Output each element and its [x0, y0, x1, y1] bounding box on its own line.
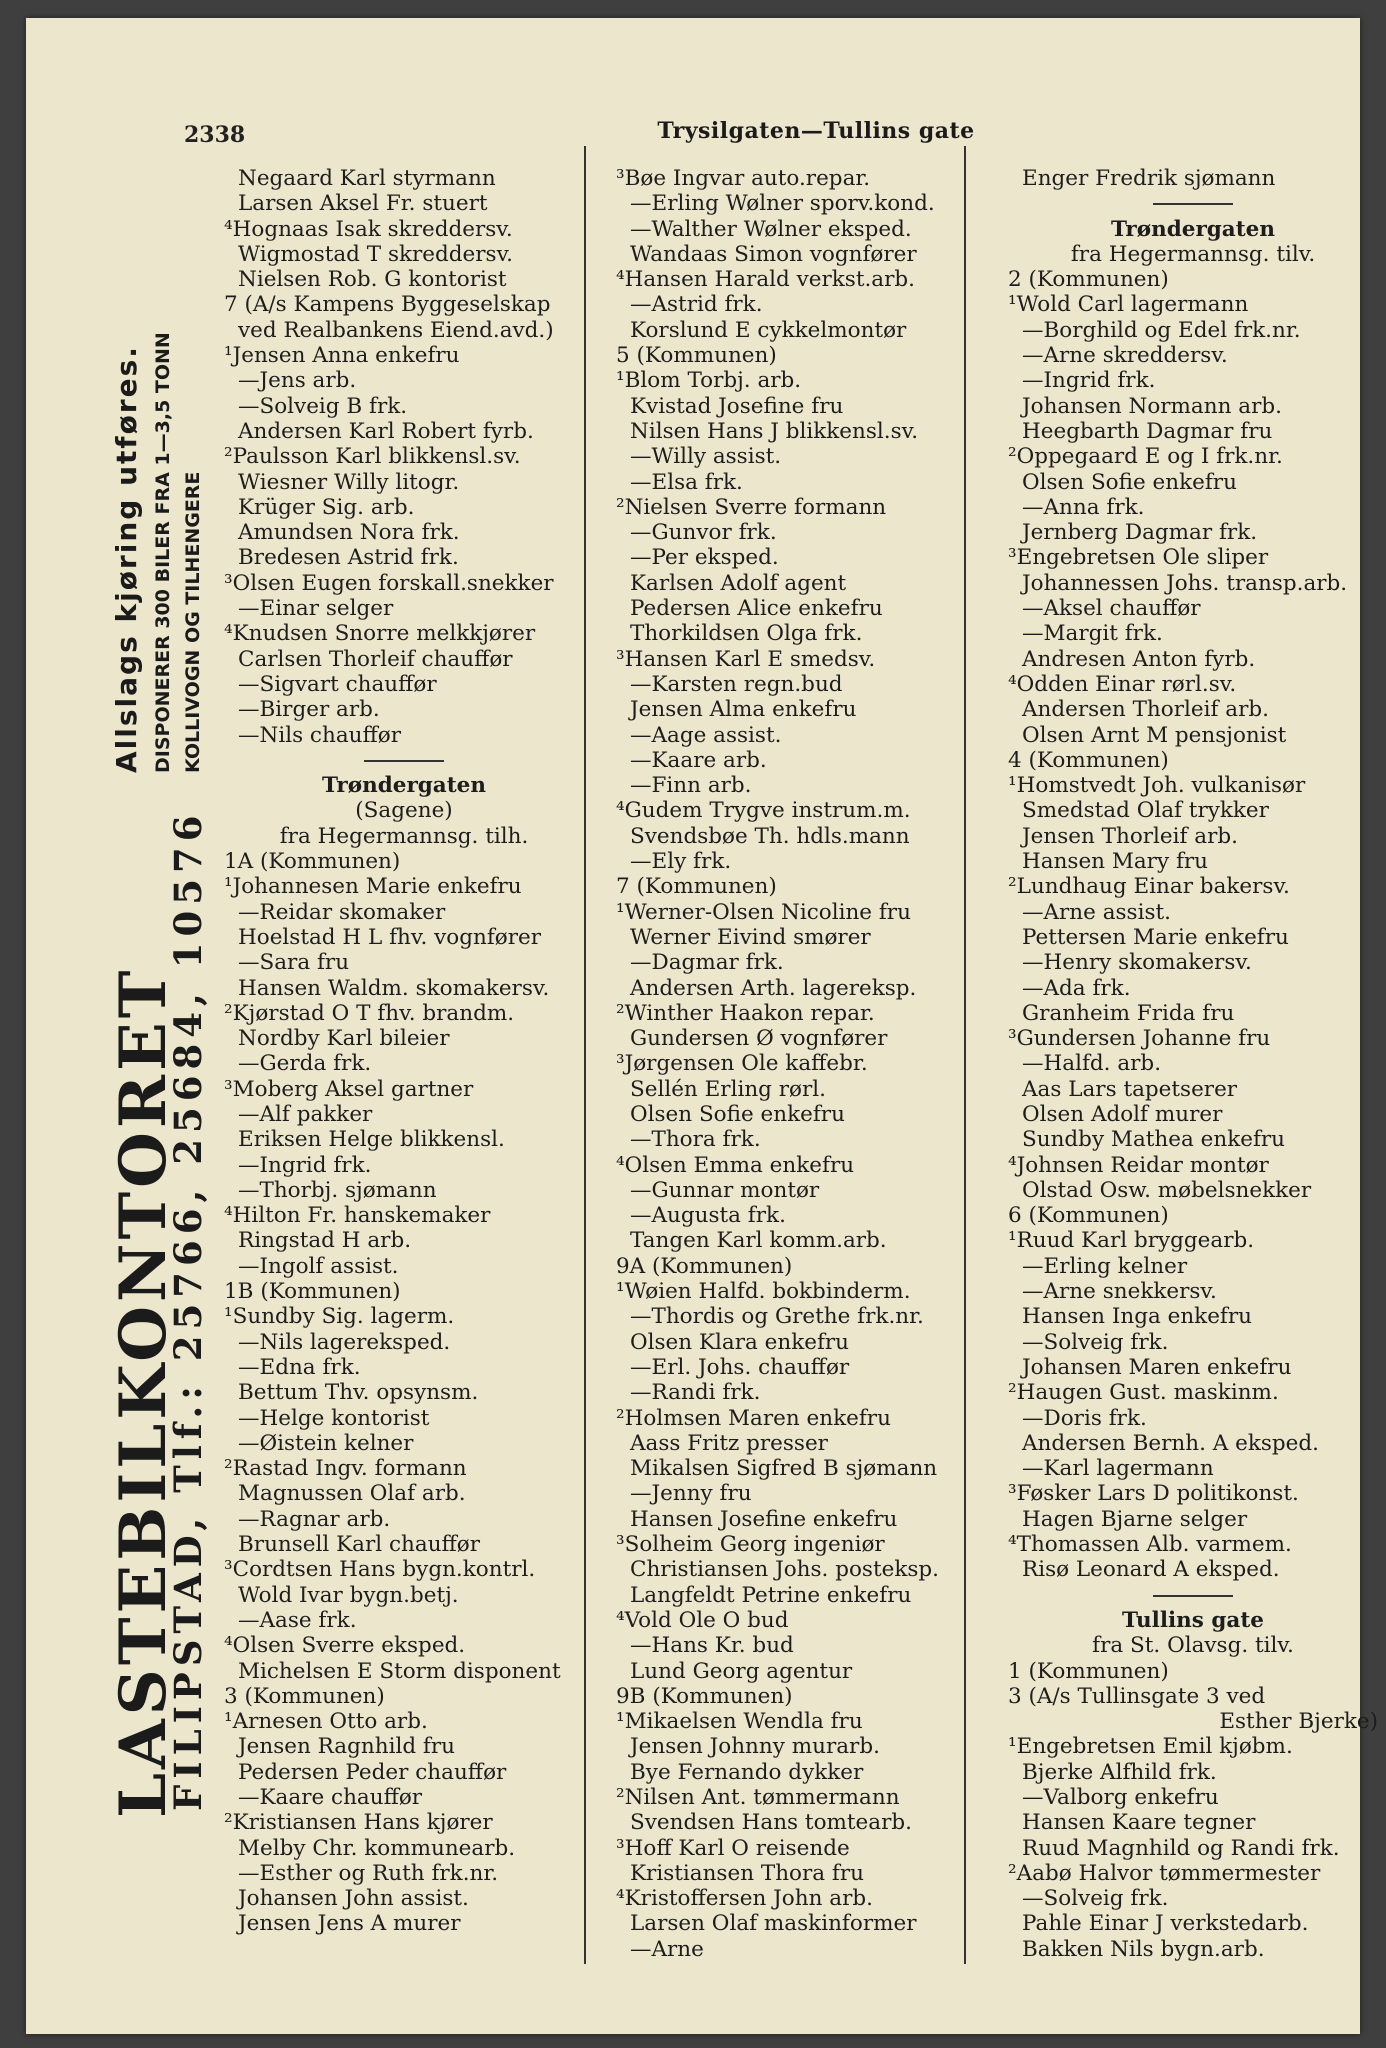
directory-entry: Hansen Inga enkefru	[1022, 1304, 1253, 1330]
directory-entry: —Solveig B frk.	[238, 393, 408, 419]
directory-entry: Pedersen Peder chauffør	[238, 1759, 507, 1785]
directory-entry: ¹Jensen Anna enkefru	[224, 343, 460, 369]
directory-entry: —Willy assist.	[630, 444, 782, 470]
directory-entry: Andersen Bernh. A eksped.	[1022, 1430, 1319, 1456]
running-head: Trysilgaten—Tullins gate	[657, 118, 975, 144]
directory-entry: Hoelstad H L fhv. vognfører	[238, 924, 542, 950]
directory-entry: Svendsen Hans tomtearb.	[630, 1810, 912, 1836]
directory-entry: ²Rastad Ingv. formann	[224, 1456, 467, 1482]
directory-entry: Sundby Mathea enkefru	[1022, 1127, 1286, 1153]
advertisement-strip	[106, 273, 216, 1823]
directory-entry: Amundsen Nora frk.	[238, 520, 460, 546]
directory-entry: —Ragnar arb.	[238, 1506, 391, 1532]
directory-entry: Nielsen Rob. G kontorist	[238, 267, 507, 293]
directory-entry: —Arne assist.	[1022, 899, 1171, 925]
directory-entry: ⁴Gudem Trygve instrum.m.	[616, 798, 911, 824]
directory-entry: —Erl. Johs. chauffør	[630, 1354, 850, 1380]
directory-entry: Kristiansen Thora fru	[630, 1860, 865, 1886]
directory-entry: ⁴Odden Einar rørl.sv.	[1008, 671, 1237, 697]
directory-column-2	[616, 166, 976, 1962]
directory-entry: ³Engebretsen Ole sliper	[1008, 545, 1269, 571]
directory-entry: —Aage assist.	[630, 722, 782, 748]
directory-entry: Bettum Thv. opsynsm.	[238, 1380, 479, 1406]
directory-entry: Lund Georg agentur	[630, 1658, 853, 1684]
directory-entry: —Arne snekkersv.	[1022, 1279, 1217, 1305]
directory-entry: Granheim Frida fru	[1022, 1000, 1235, 1026]
directory-column-1	[224, 166, 584, 1937]
directory-entry: Werner Eivind smører	[630, 924, 871, 950]
directory-entry: Hansen Mary fru	[1022, 849, 1209, 875]
directory-entry: —Esther og Ruth frk.nr.	[238, 1860, 499, 1886]
directory-entry: ¹Werner-Olsen Nicoline fru	[616, 899, 911, 925]
directory-entry: Mikalsen Sigfred B sjømann	[630, 1456, 938, 1482]
directory-entry: Gundersen Ø vognfører	[630, 1026, 888, 1052]
directory-entry: Aas Lars tapetserer	[1022, 1076, 1238, 1102]
directory-entry: Krüger Sig. arb.	[238, 494, 415, 520]
directory-entry: 3 (Kommunen)	[224, 1683, 385, 1709]
directory-entry: —Jenny fru	[630, 1481, 752, 1507]
ad-company-name: LASTEBILKONTORET	[106, 966, 181, 1818]
directory-entry: Wiesner Willy litogr.	[238, 469, 460, 495]
directory-entry: ¹Sundby Sig. lagerm.	[224, 1304, 455, 1330]
directory-entry: —Gunnar montør	[630, 1177, 820, 1203]
directory-entry: Svendsbøe Th. hdls.mann	[630, 823, 910, 849]
directory-entry: Hansen Waldm. skomakersv.	[238, 975, 550, 1001]
directory-entry: —Arne	[630, 1936, 704, 1962]
directory-entry: Olsen Sofie enkefru	[1022, 469, 1237, 495]
directory-entry: Pettersen Marie enkefru	[1022, 924, 1289, 950]
directory-entry: Tangen Karl komm.arb.	[630, 1228, 887, 1254]
directory-entry: —Alf pakker	[238, 1101, 373, 1127]
directory-entry: —Arne skreddersv.	[1022, 343, 1228, 369]
directory-entry: ²Winther Haakon repar.	[616, 1000, 875, 1026]
directory-entry: —Margit frk.	[1022, 621, 1163, 647]
directory-entry: Bye Fernando dykker	[630, 1759, 864, 1785]
directory-entry: ²Kjørstad O T fhv. brandm.	[224, 1000, 515, 1026]
directory-entry: Olsen Sofie enkefru	[630, 1101, 845, 1127]
directory-entry: Langfeldt Petrine enkefru	[630, 1582, 912, 1608]
directory-entry: ³Hoff Karl O reisende	[616, 1835, 850, 1861]
directory-entry: —Thora frk.	[630, 1127, 761, 1153]
directory-entry: Hansen Josefine enkefru	[630, 1506, 898, 1532]
directory-entry: Kvistad Josefine fru	[630, 393, 844, 419]
directory-entry: Johannessen Johs. transp.arb.	[1022, 570, 1348, 596]
directory-entry: ³Bøe Ingvar auto.repar.	[616, 166, 871, 191]
directory-entry: Bakken Nils bygn.arb.	[1022, 1936, 1265, 1962]
directory-entry: ¹Blom Torbj. arb.	[616, 368, 802, 394]
directory-entry: ²Holmsen Maren enkefru	[616, 1405, 891, 1431]
directory-entry: —Astrid frk.	[630, 292, 763, 318]
directory-entry: ²Oppegaard E og I frk.nr.	[1008, 444, 1283, 470]
directory-entry: —Kaare chauffør	[238, 1785, 423, 1810]
directory-entry: ³Føsker Lars D politikonst.	[1008, 1481, 1299, 1507]
directory-entry: Ruud Magnhild og Randi frk.	[1022, 1835, 1340, 1861]
directory-entry: ⁴Olsen Sverre eksped.	[224, 1633, 466, 1659]
directory-entry: Aass Fritz presser	[630, 1430, 828, 1456]
directory-entry: ¹Ruud Karl bryggearb.	[1008, 1228, 1255, 1254]
directory-entry: Jensen Jens A murer	[238, 1911, 461, 1937]
directory-entry: —Reidar skomaker	[238, 899, 446, 925]
directory-entry: ¹Engebretsen Emil kjøbm.	[1008, 1734, 1293, 1760]
directory-entry: —Nils lagereksped.	[238, 1329, 451, 1355]
street-heading: Tullins gate	[1122, 1607, 1264, 1633]
directory-entry: Jensen Thorleif arb.	[1022, 823, 1238, 849]
ad-line-1: DISPONERER 300 BILER FRA 1—3,5 TONN	[152, 332, 174, 773]
directory-entry: Johansen Normann arb.	[1022, 393, 1282, 419]
directory-entry: —Thorbj. sjømann	[238, 1177, 437, 1203]
directory-entry: ⁴Olsen Emma enkefru	[616, 1152, 855, 1178]
directory-entry: —Henry skomakersv.	[1022, 950, 1252, 976]
directory-entry: ⁴Knudsen Snorre melkkjører	[224, 621, 536, 647]
directory-entry: Esther Bjerke)	[1219, 1709, 1378, 1735]
directory-entry: Andersen Thorleif arb.	[1022, 697, 1269, 723]
directory-entry: Nordby Karl bileier	[238, 1026, 450, 1052]
directory-entry: —Thordis og Grethe frk.nr.	[630, 1304, 924, 1330]
directory-entry: —Jens arb.	[238, 368, 357, 394]
directory-entry: —Dagmar frk.	[630, 950, 784, 976]
page-number: 2338	[184, 122, 246, 148]
directory-entry: Risø Leonard A eksped.	[1022, 1557, 1280, 1583]
directory-entry: Nilsen Hans J blikkensl.sv.	[630, 418, 919, 444]
directory-entry: —Erling Wølner sporv.kond.	[630, 191, 935, 217]
directory-entry: Christiansen Johs. posteksp.	[630, 1557, 939, 1583]
directory-entry: Wandaas Simon vognfører	[630, 241, 917, 267]
directory-entry: —Ada frk.	[1022, 975, 1131, 1001]
directory-entry: ⁴Hansen Harald verkst.arb.	[616, 267, 915, 293]
directory-entry: ²Paulsson Karl blikkensl.sv.	[224, 444, 521, 470]
directory-entry: —Anna frk.	[1022, 494, 1145, 520]
directory-entry: ³Olsen Eugen forskall.snekker	[224, 570, 554, 596]
directory-entry: 7 (A/s Kampens Byggeselskap	[224, 292, 551, 318]
directory-entry: Jernberg Dagmar frk.	[1022, 520, 1258, 546]
directory-entry: ³Cordtsen Hans bygn.kontrl.	[224, 1557, 536, 1583]
street-subheading: fra Hegermannsg. tilh.	[279, 823, 529, 849]
directory-entry: —Per eksped.	[630, 545, 779, 571]
directory-entry: Thorkildsen Olga frk.	[630, 621, 863, 647]
directory-entry: Melby Chr. kommunearb.	[238, 1835, 516, 1861]
directory-entry: Olsen Klara enkefru	[630, 1329, 850, 1355]
directory-entry: ¹Homstvedt Joh. vulkanisør	[1008, 773, 1306, 799]
directory-entry: Smedstad Olaf trykker	[1022, 798, 1269, 824]
directory-entry: 4 (Kommunen)	[1008, 747, 1169, 773]
directory-entry: Pedersen Alice enkefru	[630, 596, 883, 622]
directory-entry: Sellén Erling rørl.	[630, 1076, 826, 1102]
directory-entry: —Ingolf assist.	[238, 1253, 399, 1279]
street-subheading: fra Hegermannsg. tilv.	[1070, 241, 1316, 267]
directory-entry: Johansen Maren enkefru	[1022, 1354, 1292, 1380]
directory-entry: ³Jørgensen Ole kaffebr.	[616, 1051, 868, 1077]
directory-entry: Ringstad H arb.	[238, 1228, 412, 1254]
directory-entry: Olstad Osw. møbelsnekker	[1022, 1177, 1312, 1203]
directory-entry: ³Gundersen Johanne fru	[1008, 1026, 1271, 1052]
directory-entry: ²Nielsen Sverre formann	[616, 494, 887, 520]
street-subheading: fra St. Olavsg. tilv.	[1092, 1633, 1294, 1659]
directory-entry: Johansen John assist.	[238, 1886, 469, 1912]
directory-entry: 1B (Kommunen)	[224, 1279, 401, 1305]
directory-entry: Michelsen E Storm disponent	[238, 1658, 561, 1684]
directory-entry: —Solveig frk.	[1022, 1886, 1169, 1912]
directory-entry: Korslund E cykkelmontør	[630, 317, 907, 343]
directory-entry: ¹Mikaelsen Wendla fru	[616, 1709, 863, 1735]
ad-line-2: KOLLIVOGN OG TILHENGERE	[182, 471, 204, 773]
directory-entry: Andersen Arth. lagereksp.	[630, 975, 917, 1001]
directory-entry: —Randi frk.	[630, 1380, 761, 1406]
ad-slogan: Allslags kjøring utføres.	[110, 345, 143, 773]
directory-entry: 7 (Kommunen)	[616, 874, 777, 900]
directory-entry: Brunsell Karl chauffør	[238, 1532, 481, 1558]
directory-entry: —Erling kelner	[1022, 1253, 1188, 1279]
directory-entry: —Øistein kelner	[238, 1430, 414, 1456]
directory-entry: ¹Wøien Halfd. bokbinderm.	[616, 1279, 911, 1305]
directory-entry: —Ely frk.	[630, 849, 732, 875]
section-divider	[224, 748, 584, 773]
directory-entry: —Aase frk.	[238, 1607, 357, 1633]
directory-entry: Wigmostad T skreddersv.	[238, 241, 514, 267]
directory-entry: —Birger arb.	[238, 697, 380, 723]
directory-entry: —Solveig frk.	[1022, 1329, 1169, 1355]
directory-entry: Eriksen Helge blikkensl.	[238, 1127, 505, 1153]
directory-entry: Jensen Johnny murarb.	[630, 1734, 880, 1760]
directory-entry: ²Haugen Gust. maskinm.	[1008, 1380, 1279, 1406]
directory-entry: ³Moberg Aksel gartner	[224, 1076, 474, 1102]
directory-entry: —Nils chauffør	[238, 722, 401, 748]
directory-entry: —Gunvor frk.	[630, 520, 777, 546]
directory-entry: ²Nilsen Ant. tømmermann	[616, 1785, 900, 1810]
directory-entry: 1A (Kommunen)	[224, 849, 401, 875]
directory-entry: ⁴Vold Ole O bud	[616, 1607, 789, 1633]
street-heading: Trøndergaten	[1111, 216, 1275, 242]
directory-entry: —Karsten regn.bud	[630, 671, 843, 697]
directory-entry: Olsen Adolf murer	[1022, 1101, 1223, 1127]
directory-entry: —Finn arb.	[630, 773, 752, 799]
directory-entry: Bjerke Alfhild frk.	[1022, 1759, 1217, 1785]
directory-entry: ⁴Thomassen Alb. varmem.	[1008, 1532, 1292, 1558]
directory-entry: Jensen Alma enkefru	[630, 697, 857, 723]
section-divider	[1008, 1583, 1378, 1608]
directory-entry: 2 (Kommunen)	[1008, 267, 1169, 293]
directory-column-3	[1008, 166, 1378, 1962]
section-divider	[1008, 191, 1378, 216]
directory-entry: —Sara fru	[238, 950, 350, 976]
directory-entry: 9A (Kommunen)	[616, 1253, 793, 1279]
directory-entry: ved Realbankens Eiend.avd.)	[238, 317, 554, 343]
directory-entry: —Ingrid frk.	[238, 1152, 372, 1178]
directory-entry: —Aksel chauffør	[1022, 596, 1201, 622]
directory-entry: Larsen Aksel Fr. stuert	[238, 191, 488, 217]
directory-entry: Olsen Arnt M pensjonist	[1022, 722, 1287, 748]
directory-entry: —Borghild og Edel frk.nr.	[1022, 317, 1301, 343]
directory-entry: Hagen Bjarne selger	[1022, 1506, 1248, 1532]
directory-entry: Jensen Ragnhild fru	[238, 1734, 456, 1760]
directory-entry: ¹Wold Carl lagermann	[1008, 292, 1249, 318]
directory-entry: Negaard Karl styrmann	[238, 166, 496, 191]
directory-entry: ²Kristiansen Hans kjører	[224, 1810, 493, 1836]
directory-entry: ³Solheim Georg ingeniør	[616, 1532, 885, 1558]
directory-entry: —Hans Kr. bud	[630, 1633, 794, 1659]
directory-entry: Bredesen Astrid frk.	[238, 545, 459, 571]
directory-entry: Pahle Einar J verkstedarb.	[1022, 1911, 1309, 1937]
directory-entry: ¹Arnesen Otto arb.	[224, 1709, 428, 1735]
directory-entry: —Ingrid frk.	[1022, 368, 1156, 394]
directory-entry: Larsen Olaf maskinformer	[630, 1911, 917, 1937]
directory-entry: 3 (A/s Tullinsgate 3 ved	[1008, 1683, 1266, 1709]
directory-entry: Karlsen Adolf agent	[630, 570, 847, 596]
directory-entry: —Edna frk.	[238, 1354, 361, 1380]
directory-entry: —Walther Wølner eksped.	[630, 216, 912, 242]
directory-entry: Wold Ivar bygn.betj.	[238, 1582, 459, 1608]
directory-entry: 9B (Kommunen)	[616, 1683, 793, 1709]
directory-entry: ³Hansen Karl E smedsv.	[616, 646, 876, 672]
directory-entry: ⁴Hognaas Isak skreddersv.	[224, 216, 513, 242]
directory-entry: —Valborg enkefru	[1022, 1785, 1219, 1810]
ad-address-phone: FILIPSTAD, Tlf.: 25766, 25684, 10576	[166, 809, 210, 1811]
directory-entry: Andersen Karl Robert fyrb.	[238, 418, 534, 444]
directory-entry: ²Lundhaug Einar bakersv.	[1008, 874, 1290, 900]
directory-entry: 6 (Kommunen)	[1008, 1203, 1169, 1229]
directory-entry: ⁴Johnsen Reidar montør	[1008, 1152, 1269, 1178]
directory-entry: —Halfd. arb.	[1022, 1051, 1162, 1077]
directory-entry: —Einar selger	[238, 596, 394, 622]
directory-entry: —Karl lagermann	[1022, 1456, 1214, 1482]
directory-entry: Carlsen Thorleif chauffør	[238, 646, 513, 672]
directory-entry: ²Aabø Halvor tømmermester	[1008, 1860, 1321, 1886]
directory-entry: Magnussen Olaf arb.	[238, 1481, 466, 1507]
directory-entry: —Augusta frk.	[630, 1203, 786, 1229]
street-heading: Trøndergaten	[322, 773, 486, 799]
directory-entry: Enger Fredrik sjømann	[1022, 166, 1276, 191]
directory-entry: ⁴Kristoffersen John arb.	[616, 1886, 873, 1912]
directory-entry: ¹Johannesen Marie enkefru	[224, 874, 522, 900]
street-subheading: (Sagene)	[355, 798, 453, 824]
directory-entry: —Sigvart chauffør	[238, 671, 437, 697]
directory-entry: Andresen Anton fyrb.	[1022, 646, 1256, 672]
directory-entry: —Elsa frk.	[630, 469, 743, 495]
directory-page	[26, 18, 1378, 2034]
directory-entry: ⁴Hilton Fr. hanskemaker	[224, 1203, 491, 1229]
directory-entry: 5 (Kommunen)	[616, 343, 777, 369]
directory-entry: —Gerda frk.	[238, 1051, 372, 1077]
column-divider	[584, 146, 586, 1964]
directory-entry: Hansen Kaare tegner	[1022, 1810, 1256, 1836]
directory-entry: —Doris frk.	[1022, 1405, 1147, 1431]
directory-entry: —Kaare arb.	[630, 747, 767, 773]
directory-entry: 1 (Kommunen)	[1008, 1658, 1169, 1684]
directory-entry: Heegbarth Dagmar fru	[1022, 418, 1273, 444]
directory-entry: —Helge kontorist	[238, 1405, 430, 1431]
